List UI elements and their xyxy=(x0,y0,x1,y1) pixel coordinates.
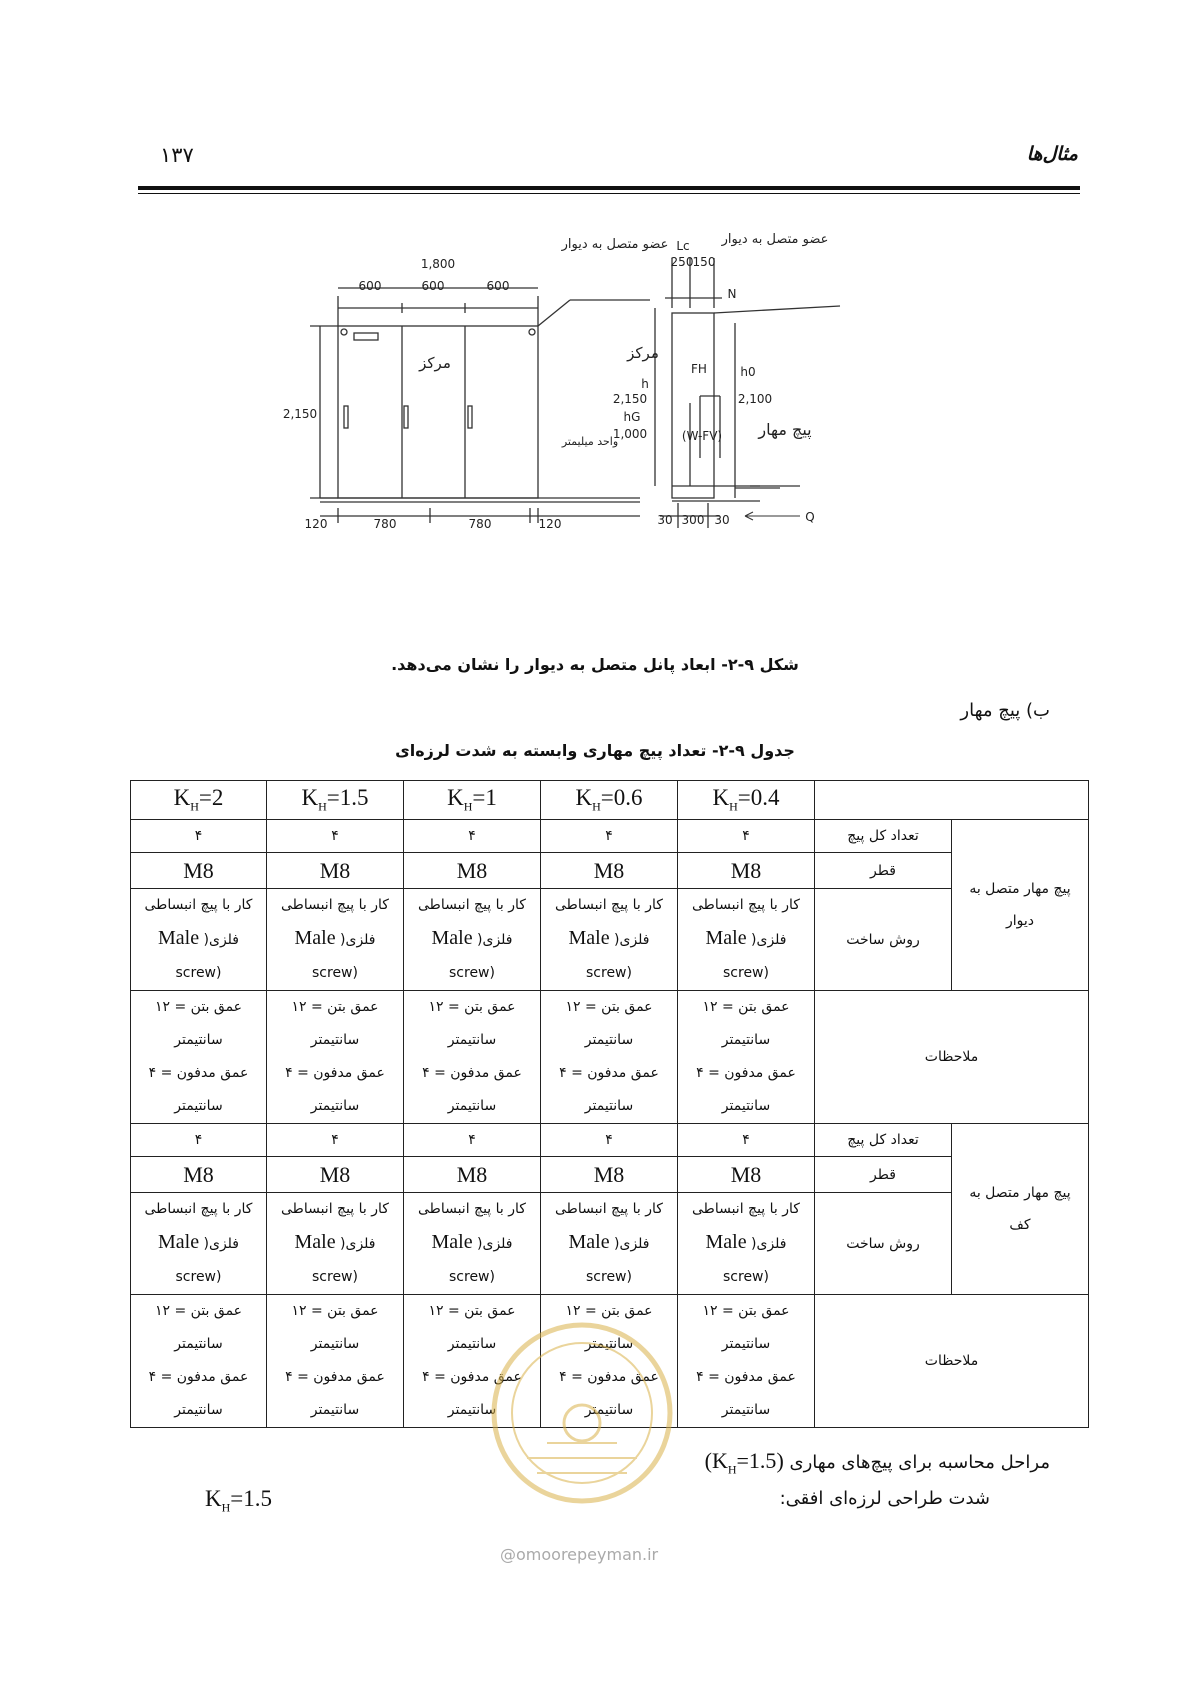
diameter-cell: M8 xyxy=(267,1157,404,1193)
fig-label-unit: واحد میلیمتر xyxy=(561,435,619,448)
row-label-notes: ملاحظات xyxy=(815,991,1089,1124)
steps-kh: $(K_H=1.5)$ xyxy=(704,1448,784,1477)
method-cell: کار با پیچ انبساطی فلزی( Male (screw xyxy=(541,889,678,991)
fig-dim-total-width: 1,800 xyxy=(420,257,456,271)
fig-dim-panel-1: 600 xyxy=(358,279,382,293)
notes-cell: عمق بتن = ۱۲ سانتیمتر عمق مدفون = ۴ سانتیمتر xyxy=(541,991,678,1124)
count-cell: ۴ xyxy=(131,820,267,853)
method-cell: کار با پیچ انبساطی فلزی( Male (screw xyxy=(678,889,815,991)
notes-cell: عمق بتن = ۱۲ سانتیمتر عمق مدفون = ۴ سانتیمتر xyxy=(541,1295,678,1428)
fig-label-h0: h0 xyxy=(740,365,756,379)
count-cell: ۴ xyxy=(541,1124,678,1157)
method-cell: کار با پیچ انبساطی فلزی( Male (screw xyxy=(267,889,404,991)
fig-label-hg: hG xyxy=(623,410,641,424)
fig-label-attached-right: عضو متصل به دیوار xyxy=(721,232,829,247)
count-cell: ۴ xyxy=(541,820,678,853)
fig-label-n: N xyxy=(727,287,737,301)
fig-label-anchor-bolt: پیچ مهار xyxy=(758,420,812,439)
fig-label-attached-left: عضو متصل به دیوار xyxy=(561,237,669,252)
fig-dim-panel-3: 600 xyxy=(486,279,510,293)
fig-arrow-q xyxy=(745,512,800,520)
notes-cell: عمق بتن = ۱۲ سانتیمتر عمق مدفون = ۴ سانتیمتر xyxy=(131,1295,267,1428)
watermark-text: @omoorepeyman.ir xyxy=(500,1545,659,1564)
method-cell: کار با پیچ انبساطی فلزی( Male (screw xyxy=(267,1193,404,1295)
kh-header: $K_H=0.4$ xyxy=(678,781,815,820)
notes-cell: عمق بتن = ۱۲ سانتیمتر عمق مدفون = ۴ سانتیمتر xyxy=(404,1295,541,1428)
row-label-method: روش ساخت xyxy=(815,1193,952,1295)
kh-header: $K_H=1$ xyxy=(404,781,541,820)
table-row xyxy=(131,1193,1089,1295)
row-label-count: تعداد کل پیچ xyxy=(815,1124,952,1157)
header-rule-thick xyxy=(138,186,1080,190)
fig-dim-panel-2: 600 xyxy=(421,279,445,293)
method-cell: کار با پیچ انبساطی فلزی( Male (screw xyxy=(131,1193,267,1295)
row-label-method: روش ساخت xyxy=(815,889,952,991)
section-title: مثال‌ها xyxy=(1026,143,1078,165)
table-row xyxy=(131,1124,1089,1157)
count-cell: ۴ xyxy=(131,1124,267,1157)
fig-dim-bottom-4: 120 xyxy=(538,517,562,531)
fig-label-center-right: مرکز xyxy=(627,344,659,362)
method-cell: کار با پیچ انبساطی فلزی( Male (screw xyxy=(678,1193,815,1295)
row-label-count: تعداد کل پیچ xyxy=(815,820,952,853)
watermark-seal xyxy=(487,1318,677,1508)
panel-dimension-drawing xyxy=(280,228,910,648)
kh-header: $K_H=0.6$ xyxy=(541,781,678,820)
group-label: پیچ مهار متصل به دیوار xyxy=(952,820,1089,991)
notes-cell: عمق بتن = ۱۲ سانتیمتر عمق مدفون = ۴ سانتیمتر xyxy=(131,991,267,1124)
fig-dim-lc: Lc xyxy=(676,239,690,253)
notes-cell: عمق بتن = ۱۲ سانتیمتر عمق مدفون = ۴ سانتیمتر xyxy=(267,1295,404,1428)
group-label: پیچ مهار متصل به کف xyxy=(952,1124,1089,1295)
count-cell: ۴ xyxy=(404,820,541,853)
intensity-label: شدت طراحی لرزه‌ای افقی: xyxy=(779,1488,990,1509)
row-label-notes: ملاحظات xyxy=(815,1295,1089,1428)
diameter-cell: M8 xyxy=(541,853,678,889)
diameter-cell: M8 xyxy=(131,853,267,889)
fig-label-w-fv: (W-FV) xyxy=(681,429,723,443)
fig-label-h: h xyxy=(641,377,649,391)
fig-label-h0-value: 2,100 xyxy=(737,392,773,406)
notes-cell: عمق بتن = ۱۲ سانتیمتر عمق مدفون = ۴ سانتیمتر xyxy=(267,991,404,1124)
diameter-cell: M8 xyxy=(541,1157,678,1193)
count-cell: ۴ xyxy=(267,820,404,853)
row-label-diameter: قطر xyxy=(815,1157,952,1193)
method-cell: کار با پیچ انبساطی فلزی( Male (screw xyxy=(131,889,267,991)
kh-header: $K_H=1.5$ xyxy=(267,781,404,820)
diameter-cell: M8 xyxy=(678,853,815,889)
fig-dim-height: 2,150 xyxy=(282,407,318,421)
table-row xyxy=(131,853,1089,889)
kh-header-row xyxy=(131,781,1089,820)
panel-dimension-figure xyxy=(280,228,910,648)
table-row xyxy=(131,1157,1089,1193)
fig-dim-side-top-2: 150 xyxy=(692,255,716,269)
row-label-diameter: قطر xyxy=(815,853,952,889)
fig-label-q: Q xyxy=(805,510,815,524)
method-cell: کار با پیچ انبساطی فلزی( Male (screw xyxy=(404,889,541,991)
subheading: ب) پیچ مهار xyxy=(960,700,1050,721)
steps-text: مراحل محاسبه برای پیچ‌های مهاری xyxy=(789,1452,1050,1473)
notes-cell: عمق بتن = ۱۲ سانتیمتر عمق مدفون = ۴ سانتیمتر xyxy=(678,1295,815,1428)
intensity-kh-value: $K_H=1.5$ xyxy=(205,1486,273,1515)
notes-cell: عمق بتن = ۱۲ سانتیمتر عمق مدفون = ۴ سانتیمتر xyxy=(404,991,541,1124)
diameter-cell: M8 xyxy=(678,1157,815,1193)
method-cell: کار با پیچ انبساطی فلزی( Male (screw xyxy=(404,1193,541,1295)
count-cell: ۴ xyxy=(267,1124,404,1157)
fig-label-hg-value: 1,000 xyxy=(612,427,648,441)
table-row xyxy=(131,889,1089,991)
table-row xyxy=(131,991,1089,1124)
fig-dim-bottom-3: 780 xyxy=(468,517,492,531)
fig-dim-bottom-2: 780 xyxy=(373,517,397,531)
count-cell: ۴ xyxy=(404,1124,541,1157)
page-number: ۱۳۷ xyxy=(160,143,194,167)
diameter-cell: M8 xyxy=(267,853,404,889)
count-cell: ۴ xyxy=(678,820,815,853)
table-row xyxy=(131,820,1089,853)
method-cell: کار با پیچ انبساطی فلزی( Male (screw xyxy=(541,1193,678,1295)
diameter-cell: M8 xyxy=(404,853,541,889)
header-empty-cell xyxy=(815,781,1089,820)
fig-dim-side-bottom-2: 300 xyxy=(681,513,705,527)
table-title: جدول ۹-۲- تعداد پیچ مهاری وابسته به شدت لرزه‌ای xyxy=(395,741,795,760)
diameter-cell: M8 xyxy=(404,1157,541,1193)
fig-dim-side-bottom-1: 30 xyxy=(657,513,673,527)
fig-dim-bottom-1: 120 xyxy=(304,517,328,531)
count-cell: ۴ xyxy=(678,1124,815,1157)
notes-cell: عمق بتن = ۱۲ سانتیمتر عمق مدفون = ۴ سانتیمتر xyxy=(678,991,815,1124)
kh-header: $K_H=2$ xyxy=(131,781,267,820)
fig-dim-side-bottom-3: 30 xyxy=(714,513,730,527)
fig-label-h-value: 2,150 xyxy=(612,392,648,406)
header-rule-thin xyxy=(138,193,1080,194)
fig-label-center-left: مرکز xyxy=(419,354,451,372)
diameter-cell: M8 xyxy=(131,1157,267,1193)
fig-label-fh: FH xyxy=(691,362,707,376)
fig-dim-side-top-1: 250 xyxy=(670,255,694,269)
figure-caption: شکل ۹-۲- ابعاد پانل متصل به دیوار را نشان می‌دهد. xyxy=(391,655,799,674)
calculation-steps xyxy=(705,1448,1050,1477)
